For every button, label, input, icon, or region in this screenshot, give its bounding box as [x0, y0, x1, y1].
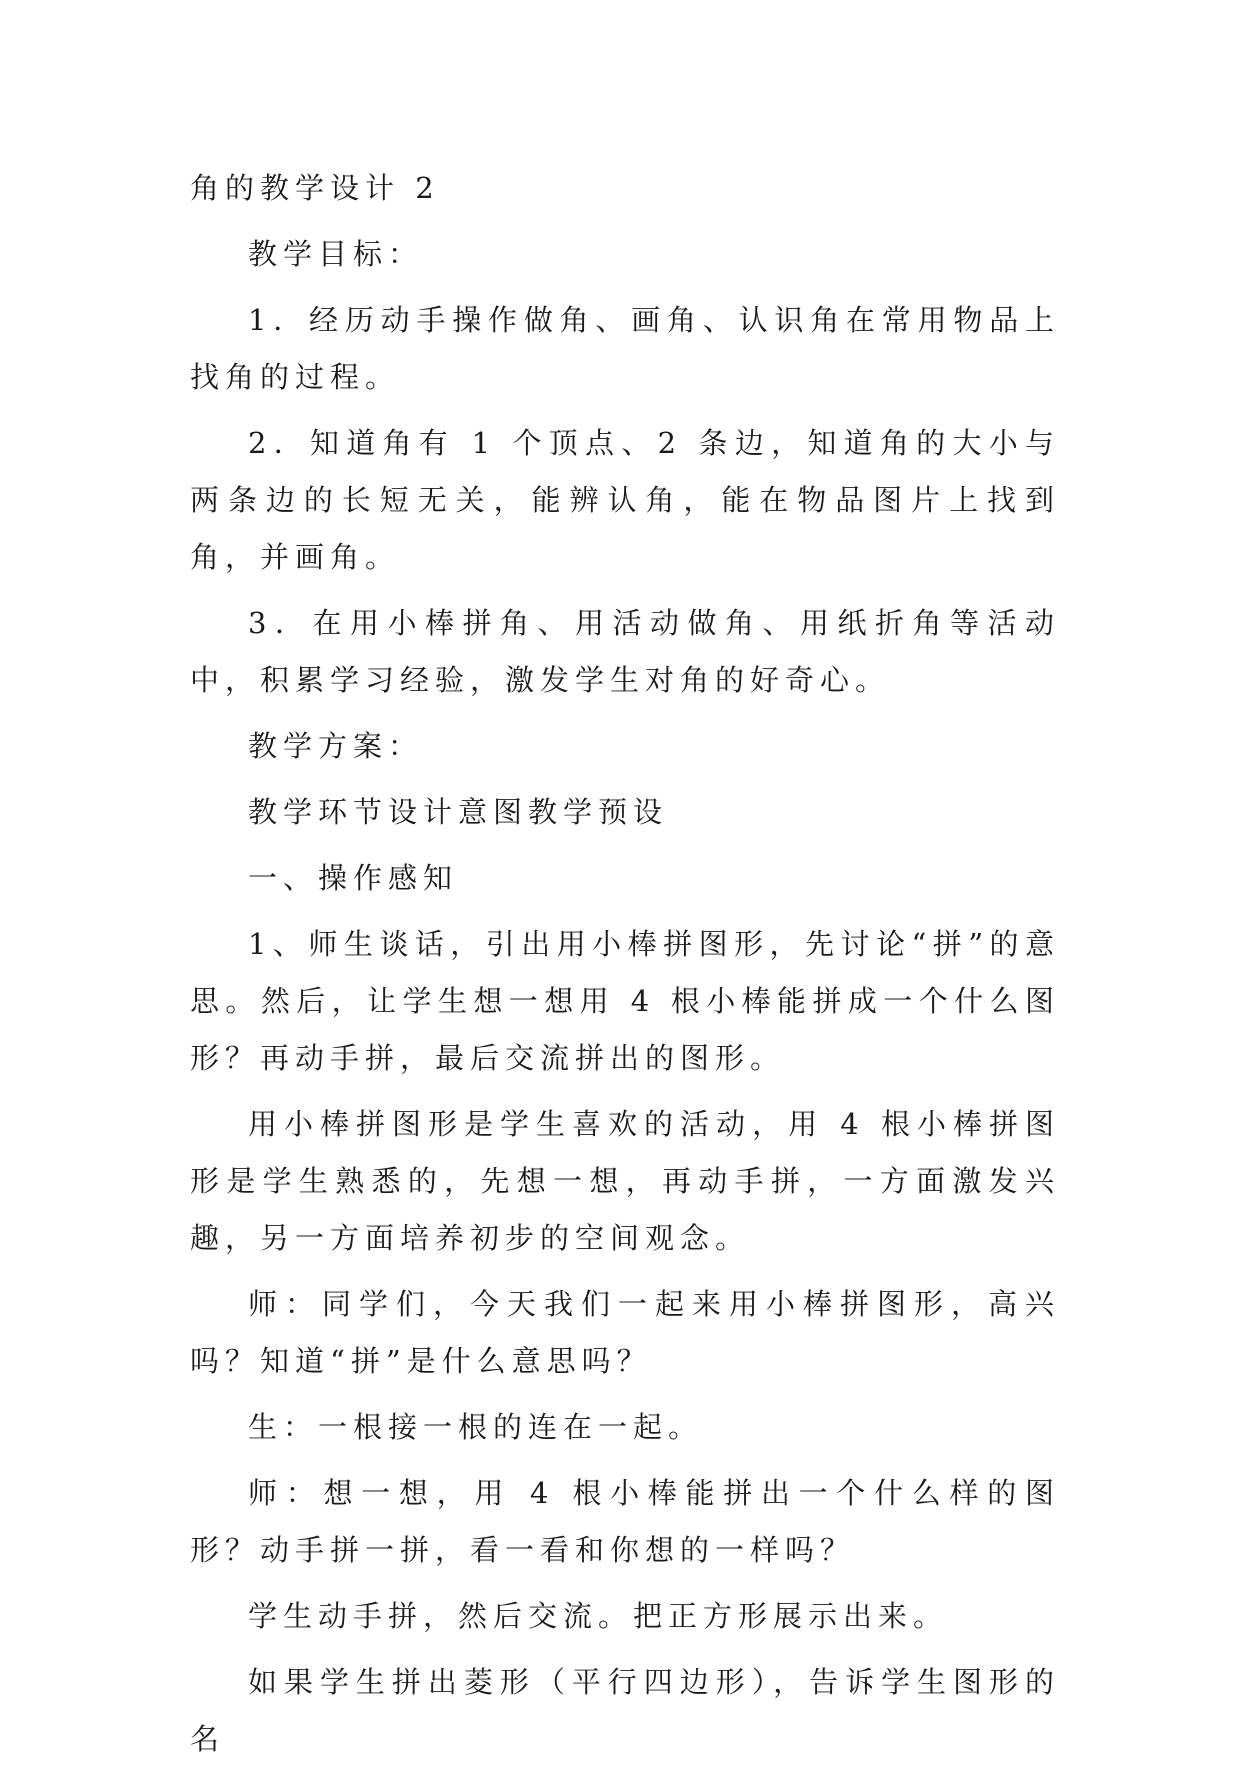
paragraph-teacher-line-1: 师：同学们，今天我们一起来用小棒拼图形，高兴吗？知道“拼”是什么意思吗？ [190, 1287, 1060, 1378]
paragraph-goal-1: 1．经历动手操作做角、画角、认识角在常用物品上找角的过程。 [190, 303, 1060, 394]
paragraph-teaching-goals-heading: 教学目标： [248, 237, 424, 271]
paragraph-step-1: 1、师生谈话，引出用小棒拼图形，先讨论“拼”的意思。然后，让学生想一想用 4 根小棒能拼成一个什么图形？再动手拼，最后交流拼出的图形。 [190, 927, 1060, 1075]
paragraph-teacher-line-2: 师：想一想，用 4 根小棒能拼出一个什么样的图形？动手拼一拼，看一看和你想的一样吗？ [190, 1476, 1060, 1567]
document-title: 角的教学设计 2 [190, 171, 440, 205]
paragraph-teaching-plan-heading: 教学方案： [248, 729, 424, 763]
document-body [190, 160, 1060, 1777]
paragraph-student-line-1: 生：一根接一根的连在一起。 [248, 1410, 704, 1444]
paragraph-student-activity: 学生动手拼，然后交流。把正方形展示出来。 [248, 1599, 949, 1633]
paragraph-goal-2: 2．知道角有 1 个顶点、2 条边，知道角的大小与两条边的长短无关，能辨认角，能在物品图片上找到角，并画角。 [190, 426, 1060, 574]
paragraph-rhombus-note: 如果学生拼出菱形（平行四边形），告诉学生图形的名 [190, 1665, 1060, 1756]
paragraph-plan-columns: 教学环节设计意图教学预设 [248, 795, 669, 829]
paragraph-section-one-heading: 一、操作感知 [248, 861, 459, 895]
paragraph-design-intent: 用小棒拼图形是学生喜欢的活动，用 4 根小棒拼图形是学生熟悉的，先想一想，再动手拼，一方面激发兴趣，另一方面培养初步的空间观念。 [190, 1107, 1060, 1255]
paragraph-goal-3: 3．在用小棒拼角、用活动做角、用纸折角等活动中，积累学习经验，激发学生对角的好奇心。 [190, 606, 1060, 697]
